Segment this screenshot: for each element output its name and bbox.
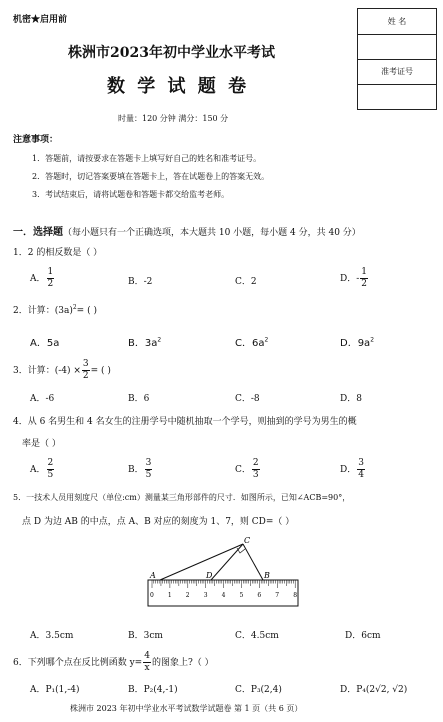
q4-option-c: C． $\frac{2}{3}$: [235, 458, 259, 480]
time-info: 时量：120 分钟 满分：150 分: [118, 114, 229, 123]
name-field: [358, 34, 436, 60]
q4-option-b: B． $\frac{3}{5}$: [128, 458, 152, 480]
question-4-stem-line2: 率是（ ）: [22, 439, 61, 449]
name-label: 姓 名: [358, 9, 436, 35]
question-3-stem: 3．计算：(-4) × $\frac{3}{2}$ = ( ): [13, 359, 111, 381]
ruler-tick-label: 6: [257, 592, 262, 599]
q6-option-b: B．P₂(4,-1): [128, 685, 178, 695]
note-item: 2．答题时，切记答案要填在答题卡上，答在试题卷上的答案无效。: [32, 172, 270, 181]
q2-option-d: D．$9a^2$: [340, 336, 375, 349]
segment-ac: [160, 544, 243, 580]
q6-option-c: C．P₃(2,4): [235, 685, 282, 695]
q1-option-b: B．-2: [128, 277, 153, 287]
question-1-stem: 1．2 的相反数是（ ）: [13, 248, 103, 258]
q3-option-b: B．6: [128, 394, 150, 404]
q3-option-d: D．8: [340, 394, 362, 404]
triangle-ruler-figure: [140, 536, 305, 616]
page-footer: 株洲市 2023 年初中学业水平考试数学试题卷 第 1 页（共 6 页）: [70, 704, 303, 713]
q6-option-a: A．P₁(1,-4): [30, 685, 80, 695]
ruler-tick-label: 0: [150, 592, 154, 599]
question-5-stem-line1: 5．一技术人员用刻度尺（单位:cm）测量某三角形部件的尺寸．如图所示，已知∠ACB=90°，: [13, 493, 351, 502]
paper-title: 数 学 试 题 卷: [107, 76, 250, 97]
q3-option-a: A．-6: [30, 394, 55, 404]
note-item: 3．考试结束后，请将试题卷和答题卡都交给监考老师。: [32, 190, 230, 199]
segment-cb: [243, 544, 263, 580]
question-4-stem-line1: 4．从 6 名男生和 4 名女生的注册学号中随机抽取一个学号，则抽到的学号为男生的概: [13, 417, 357, 427]
q4-option-d: D． $\frac{3}{4}$: [340, 458, 364, 480]
question-5-stem-line2: 点 D 为边 AB 的中点，点 A、B 对应的刻度为 1、7，则 CD=（ ）: [22, 517, 295, 527]
ruler-tick-label: 7: [275, 592, 280, 599]
ruler-tick-label: 1: [167, 592, 172, 599]
question-2-stem: 2．计算：$(3a)^2=$ ( ): [13, 304, 97, 316]
ruler-tick-label: 4: [221, 592, 226, 599]
q4-option-a: A． $\frac{2}{5}$: [30, 458, 54, 480]
q2-option-c: C．$6a^2$: [235, 336, 269, 349]
q3-option-c: C．-8: [235, 394, 260, 404]
ruler-tick-label: 8: [293, 592, 298, 599]
q6-option-d: D．P₄(2√2, √2): [340, 685, 408, 695]
q5-option-b: B．3cm: [128, 631, 163, 641]
q5-option-a: A．3.5cm: [30, 631, 74, 641]
q5-option-d: D．6cm: [345, 631, 381, 641]
label-b: B: [264, 571, 270, 580]
ruler-tick-label: 5: [239, 592, 244, 599]
exam-number-label: 准考证号: [358, 59, 436, 85]
q2-option-b: B．$3a^2$: [128, 336, 162, 349]
q1-option-d: D．- $\frac{1}{2}$: [340, 267, 367, 289]
ruler-tick-label: 3: [203, 592, 208, 599]
q1-option-c: C．2: [235, 277, 257, 287]
q2-option-a: A．5a: [30, 338, 60, 349]
q1-option-a: A． $\frac{1}{2}$: [30, 267, 54, 289]
exam-number-field: [358, 84, 436, 109]
label-c: C: [244, 536, 251, 545]
note-item: 1．答题前，请按要求在答题卡上填写好自己的姓名和准考证号。: [32, 154, 262, 163]
ruler-tick-label: 2: [185, 592, 190, 599]
label-a: A: [150, 571, 156, 580]
section-description: （每小题只有一个正确选项，本大题共 10 小题，每小题 4 分，共 40 分）: [63, 228, 361, 238]
section-title: 一．选择题: [13, 227, 63, 238]
exam-title: 株洲市2023年初中学业水平考试: [68, 45, 275, 61]
question-6-stem: 6．下列哪个点在反比例函数 y= $\frac{4}{x}$ 的图象上?（ ）: [13, 651, 214, 673]
notes-heading: 注意事项：: [13, 135, 59, 145]
label-d: D: [206, 571, 213, 580]
q5-option-c: C．4.5cm: [235, 631, 279, 641]
confidential-label: 机密★启用前: [13, 15, 68, 25]
candidate-info-box: [357, 8, 437, 110]
section-heading: [13, 223, 361, 238]
